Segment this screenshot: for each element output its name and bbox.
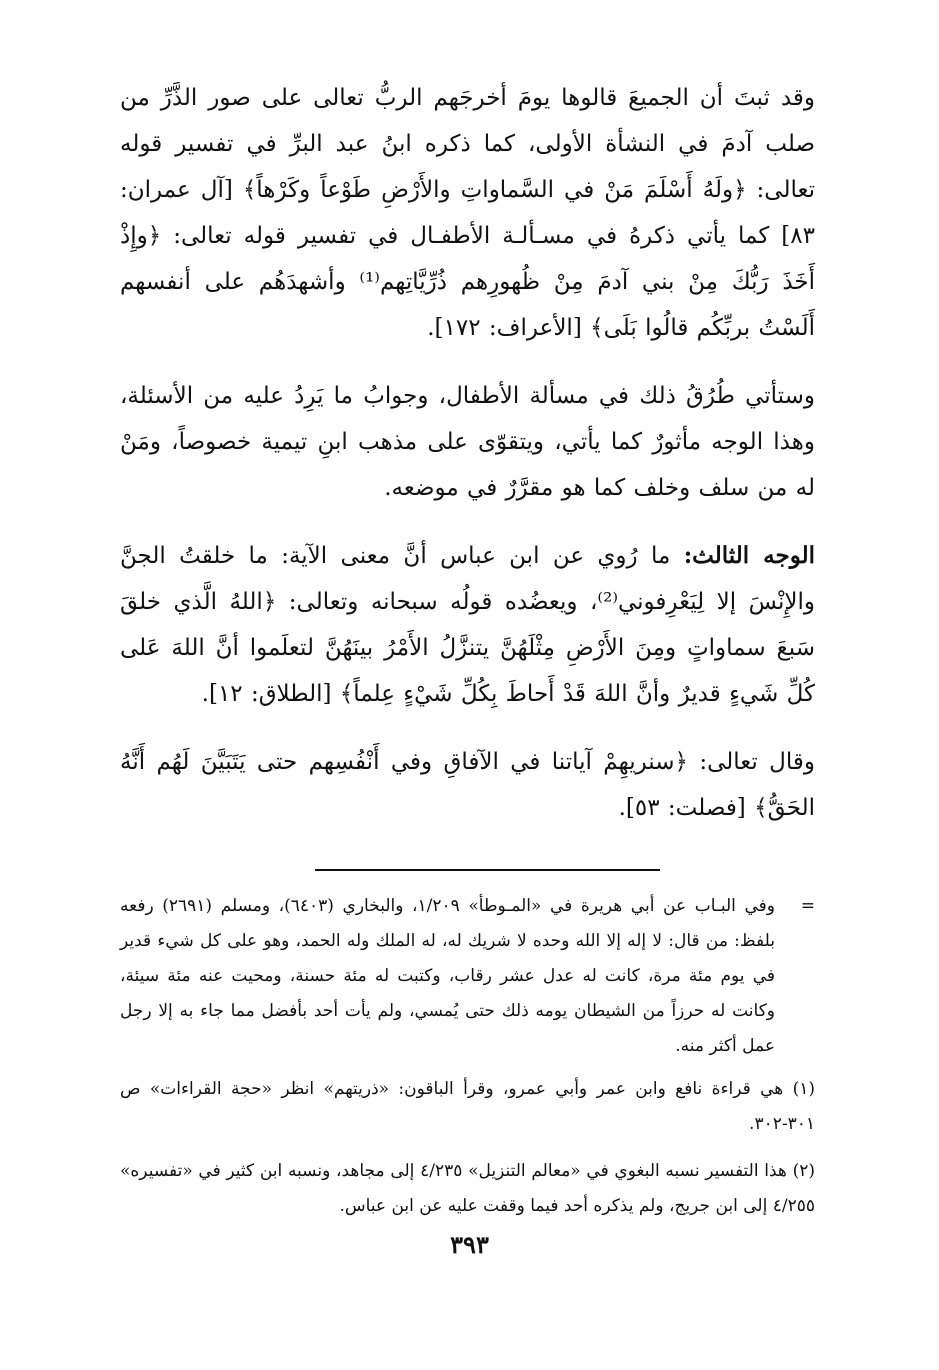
continuation-mark: = — [800, 896, 815, 916]
page-number: ٣٩٣ — [450, 1230, 489, 1259]
paragraph-3 — [120, 533, 815, 717]
footnotes — [120, 889, 815, 1224]
footnote-2: (٢) هذا التفسير نسبه البغوي في «معالم التنزيل» ٤/٢٣٥ إلى مجاهد، ونسبه ابن كثير في «تفسيره» ٤/٢٥٥ إلى ابن جريج، ولم يذكره أحد فيما وقفت عليه عن ابن عباس. — [120, 1161, 815, 1216]
main-text — [120, 75, 815, 831]
paragraph-3-body: ما رُوي عن ابن عباس أنَّ معنى الآية: ما خلقتُ الجنَّ والإِنْسَ إلا لِيَعْرِفوني⁽²⁾، ويعضُده قولُه سبحانه وتعالى: ﴿اللهُ الَّذي خلقَ سَبعَ سماواتٍ ومِنَ الأَرْضِ مِثْلَهُنَّ يتنزَّلُ الأَمْرُ بينَهُنَّ لتعلَموا أنَّ اللهَ عَلى كُلِّ شَيءٍ قديرٌ وأنَّ اللهَ قَدْ أَحاطَ بِكُلِّ شَيْءٍ عِلماً﴾ [الطلاق: ١٢]. — [120, 543, 815, 707]
paragraph-3-heading: الوجه الثالث: — [683, 542, 815, 569]
footnote-continuation — [120, 889, 815, 1064]
paragraph-1: وقد ثبتَ أن الجميعَ قالوها يومَ أخرجَهم الربُّ تعالى على صور الذَّرِّ من صلب آدمَ في النشأة الأولى، كما ذكره ابنُ عبد البرِّ في تفسير قوله تعالى: ﴿ولَهُ أَسْلَمَ مَنْ في السَّماواتِ والأَرْضِ طَوْعاً وكَرْهاً﴾ [آل عمران: ٨٣] كما يأتي ذكرهُ في مسـألـة الأطفـال في تفسير قوله تعالى: ﴿وإِذْ أَخَذَ رَبُّكَ مِنْ بني آدمَ مِنْ ظُهورِهم ذُرِّيَّاتِهم⁽¹⁾ وأشهدَهُم على أنفسهم أَلَسْتُ بربِّكُم قالُوا بَلَى﴾ [الأعراف: ١٧٢]. — [120, 85, 816, 341]
footnote-continuation-text: وفي البـاب عن أبي هريرة في «المـوطأ» ١/٢٠٩، والبخاري (٦٤٠٣)، ومسلم (٢٦٩١) رفعه بلفظ: من قال: لا إله إلا الله وحده لا شريك له، له الملك وله الحمد، وهو على كل شيء قدير في يوم مئة مرة، كانت له عدل عشر رقاب، وكتبت له مئة حسنة، ومحيت عنه مئة سيئة، وكانت له حرزاً من الشيطان يومه ذلك حتى يُمسي، ولم يأت أحد بأفضل مما جاء به إلا رجل عمل أكثر منه. — [120, 896, 775, 1056]
footnote-separator — [315, 869, 660, 871]
paragraph-2: وستأتي طُرُقُ ذلك في مسألة الأطفال، وجوابُ ما يَرِدُ عليه من الأسئلة، وهذا الوجه مأثورٌ كما يأتي، ويتقوّى على مذهب ابنِ تيمية خصوصاً، ومَنْ له من سلف وخلف كما هو مقرَّرٌ في موضعه. — [120, 383, 815, 501]
footnote-separator-wrap — [120, 831, 815, 889]
book-page — [120, 75, 815, 1236]
footnote-1: (١) هي قراءة نافع وابن عمر وأبي عمرو، وقرأ الباقون: «ذريتهم» انظر «حجة القراءات» ص ٣٠١-٣٠٢. — [120, 1079, 815, 1134]
paragraph-4: وقال تعالى: ﴿سنريهِمْ آياتنا في الآفاقِ وفي أَنْفُسِهم حتى يَتَبَيَّنَ لَهُم أَنَّهُ الحَقُّ﴾ [فصلت: ٥٣]. — [120, 749, 815, 821]
